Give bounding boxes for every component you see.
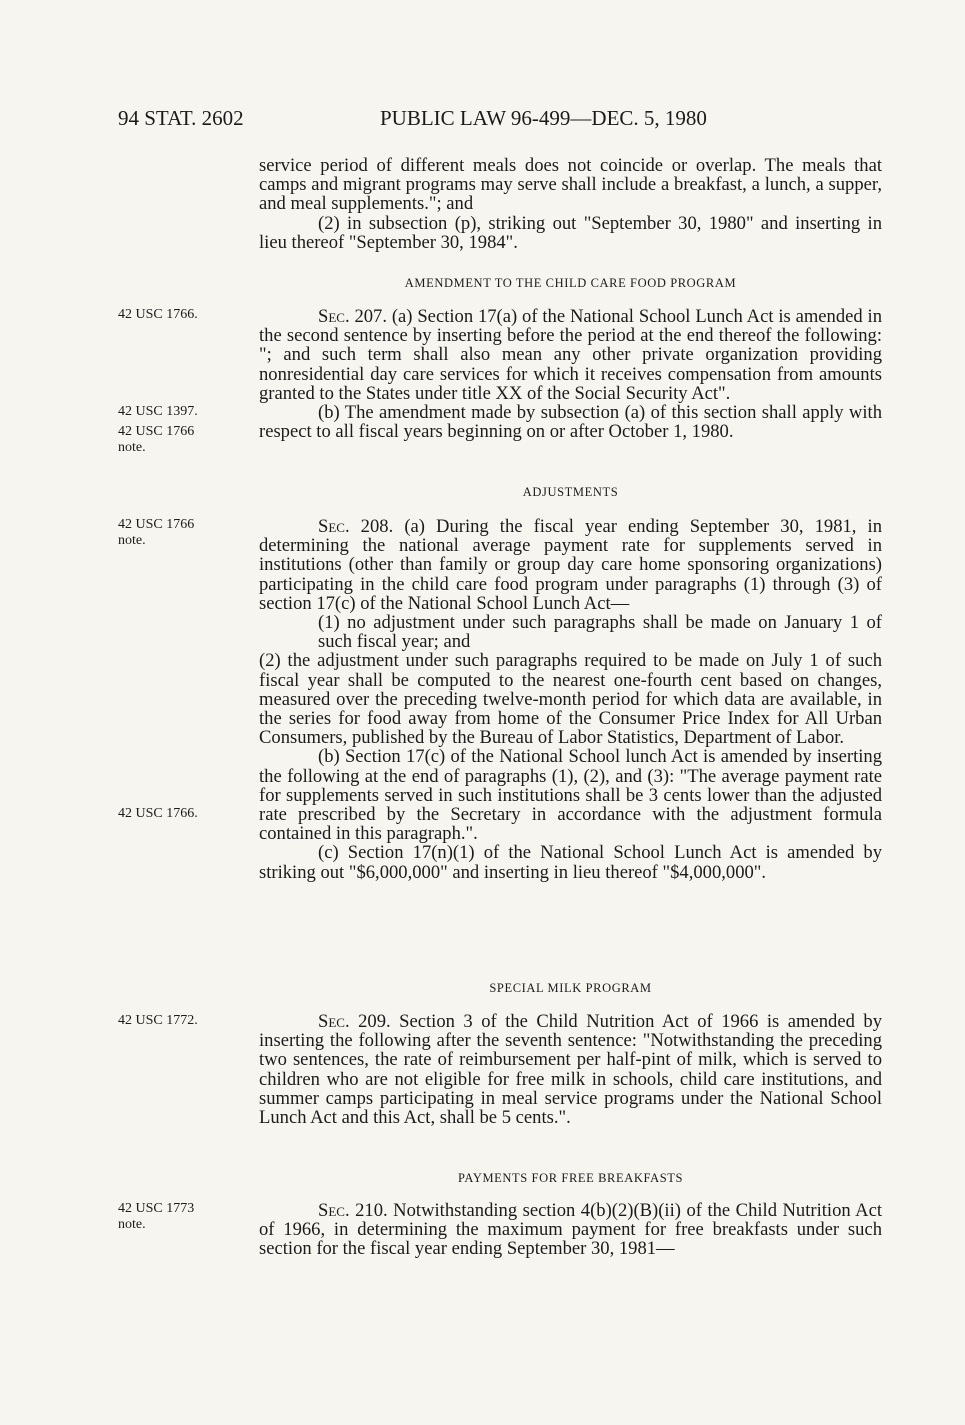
sec-208-subsection-b: (b) Section 17(c) of the National School lunch Act is amended by inserting the following at the end of paragraphs (1), (2), and (3): "The average payment rate for supplements served in such institutions shall be 3 cents lower than the adjusted rate prescribed by the Secretary in accordance with the adjustment formula contained in this paragraph.". [259, 746, 882, 845]
sec-208-paragraph-2: (2) the adjustment under such paragraphs required to be made on July 1 of such fiscal year shall be computed to the nearest one-fourth cent based on changes, measured over the preceding twelve-month period for which data are available, in the series for food away from home of the Consumer Price Index for All Urban Consumers, published by the Bureau of Labor Statistics, Department of Labor. [259, 650, 882, 749]
heading-special-milk-program: SPECIAL MILK PROGRAM [489, 981, 652, 995]
sec-209-body: Section 3 of the Child Nutrition Act of 1966 is amended by inserting the following after the seventh sentence: "Notwithstanding the preceding two sentences, the rate of reimbursement per half-pint of milk, which is served to children who are not eligible for free milk in schools, child care institutions, and summer camps participating in meal service programs under the National School Lunch Act and this Act, shall be 5 cents.". [259, 1011, 882, 1129]
margin-note: 42 USC 1766. [118, 806, 198, 821]
heading-adjustments: ADJUSTMENTS [522, 485, 619, 499]
heading-payments-for-free-breakfasts: PAYMENTS FOR FREE BREAKFASTS [457, 1171, 684, 1185]
sec-209-text [259, 1012, 882, 1127]
margin-note [118, 517, 194, 549]
margin-note-line: 42 USC 1773 [118, 1201, 195, 1216]
margin-note [118, 424, 194, 456]
page-stat-citation: 94 STAT. 2602 [118, 106, 244, 130]
sec-208-label: Sec. 208. [318, 516, 394, 537]
margin-note [118, 1201, 194, 1233]
sec-207-a-text: (a) Section 17(a) of the National School Lunch Act is amended in the second sentence by inserting before the period at the end thereof the following: "; and such term shall also mean any other private organization providing nonresidential day care services for which it receives compensation from amounts granted to the States under title XX of the Social Security Act". [259, 306, 883, 404]
margin-note-line: note. [118, 533, 146, 548]
sec-207-subsection-a [259, 307, 882, 403]
section-208 [259, 517, 882, 882]
sec-210-label: Sec. 210. [318, 1200, 388, 1221]
section-209 [259, 1012, 882, 1127]
sec-208-paragraph-1-text: (1) no adjustment under such paragraphs shall be made on January 1 of such fiscal year; and [318, 612, 882, 653]
sec-208-subsection-c: (c) Section 17(n)(1) of the National School Lunch Act is amended by striking out "$6,000,000" and inserting in lieu thereof "$4,000,000". [259, 842, 882, 883]
sec-208-paragraph-1 [318, 613, 882, 651]
sec-207-subsection-b: (b) The amendment made by subsection (a) of this section shall apply with respect to all fiscal years beginning on or after October 1, 1980. [259, 402, 882, 443]
sec-210-text [259, 1201, 882, 1259]
margin-note-line: 42 USC 1766 [118, 517, 195, 532]
running-head: PUBLIC LAW 96-499—DEC. 5, 1980 [380, 106, 707, 130]
intro-block [259, 156, 882, 252]
sec-208-a-text: (a) During the fiscal year ending September 30, 1981, in determining the national average payment rate for supplements served in institutions (other than family or group day care home sponsoring organizations) participating in the child care food program under paragraphs (1) through (3) of section 17(c) of the National School Lunch Act— [259, 516, 882, 614]
sec-209-label: Sec. 209. [318, 1011, 391, 1032]
heading-child-care-food-program: AMENDMENT TO THE CHILD CARE FOOD PROGRAM [404, 276, 737, 290]
margin-note: 42 USC 1766. [118, 307, 198, 322]
sec-210-body: Notwithstanding section 4(b)(2)(B)(ii) of the Child Nutrition Act of 1966, in determining the maximum payment for free breakfasts under such section for the fiscal year ending September 30, 1981— [259, 1200, 882, 1260]
margin-note: 42 USC 1772. [118, 1013, 198, 1028]
margin-note: 42 USC 1397. [118, 404, 198, 419]
section-210 [259, 1201, 882, 1259]
intro-item-2: (2) in subsection (p), striking out "September 30, 1980" and inserting in lieu thereof "September 30, 1984". [259, 212, 882, 253]
sec-208-subsection-a [259, 517, 882, 613]
intro-continuation: service period of different meals does not coincide or overlap. The meals that camps and migrant programs may serve shall include a breakfast, a lunch, a supper, and meal supplements."; and [259, 155, 882, 215]
section-207 [259, 307, 882, 441]
margin-note-line: note. [118, 1217, 146, 1232]
sec-207-label: Sec. 207. [318, 306, 387, 327]
margin-note-line: note. [118, 440, 146, 455]
margin-note-line: 42 USC 1766 [118, 424, 195, 439]
